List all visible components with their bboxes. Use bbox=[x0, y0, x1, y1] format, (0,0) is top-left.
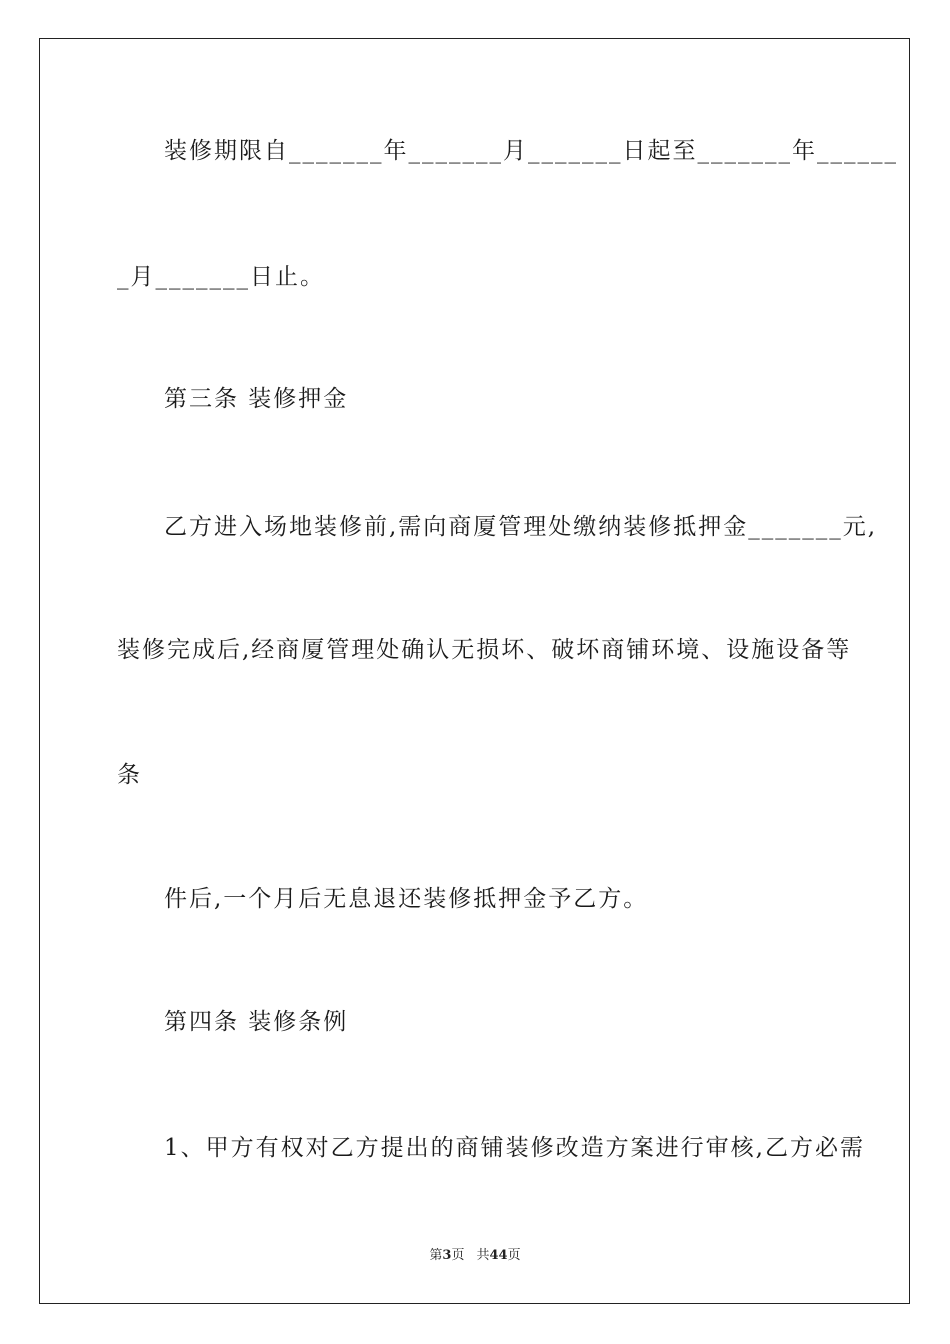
text-line-refund: 件后,一个月后无息退还装修抵押金予乙方。 bbox=[164, 886, 649, 912]
footer-total-suffix: 页 bbox=[507, 1248, 521, 1263]
text-line-condition: 条 bbox=[117, 762, 142, 788]
text-line-inspection: 装修完成后,经商厦管理处确认无损坏、破坏商铺环境、设施设备等 bbox=[117, 637, 852, 663]
text-line-decoration-period-end: _月_______日止。 bbox=[117, 264, 325, 290]
footer-page-prefix: 第 bbox=[429, 1248, 443, 1263]
text-line-decoration-period: 装修期限自_______年_______月_______日起至_______年______ bbox=[164, 138, 898, 164]
footer-page-suffix: 页 bbox=[451, 1248, 465, 1263]
footer-total-number: 44 bbox=[489, 1248, 508, 1263]
text-line-deposit: 乙方进入场地装修前,需向商厦管理处缴纳装修抵押金_______元, bbox=[164, 514, 878, 540]
article-four-heading: 第四条 装修条例 bbox=[164, 1009, 349, 1035]
article-three-heading: 第三条 装修押金 bbox=[164, 386, 349, 412]
footer-total-prefix: 共 bbox=[476, 1248, 490, 1263]
text-line-clause-one: 1、甲方有权对乙方提出的商铺装修改造方案进行审核,乙方必需 bbox=[164, 1135, 865, 1161]
page-border bbox=[39, 38, 910, 1304]
footer-page-number: 3 bbox=[442, 1248, 452, 1263]
page-footer bbox=[0, 1247, 950, 1265]
